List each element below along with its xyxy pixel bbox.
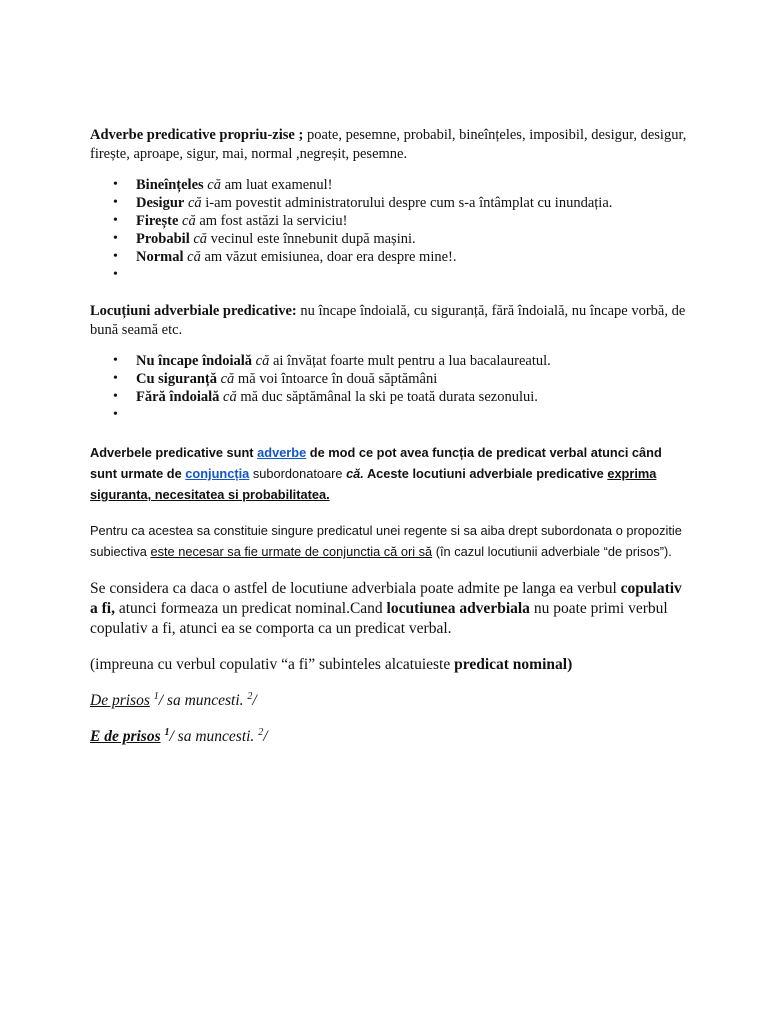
examples-list-1 <box>90 176 690 284</box>
heading-adverbe-predicative: Adverbe predicative propriu-zise ; <box>90 127 304 143</box>
paragraph-predicat-nominal: (impreuna cu verbul copulativ “a fi” subinteles alcatuieste predicat nominal) <box>90 656 573 673</box>
bullet-icon: • <box>113 231 118 246</box>
example-e-de-prisos: E de prisos $^1$/ sa muncesti. $^2$/ <box>90 726 268 745</box>
examples-list-2 <box>90 352 690 424</box>
bullet-icon: • <box>113 267 118 282</box>
list-item: • Cu siguranță că mă voi întoarce în două săptămâni <box>113 371 438 387</box>
paragraph-copulativ: Se considera ca daca o astfel de locutiune adverbiala poate admite pe langa ea verbul copulativ a fi, atunci formeaza un predicat nominal.Cand locutiunea adverbiala nu poate primi verbul copulativ a fi, atunci ea se comporta ca un predicat verbal. <box>90 580 682 637</box>
bullet-icon: • <box>113 353 118 368</box>
bullet-icon: • <box>113 177 118 192</box>
link-conjunctia[interactable]: conjuncția <box>185 466 250 481</box>
list-item-empty <box>110 266 690 284</box>
bullet-icon: • <box>113 195 118 210</box>
paragraph-definition: Adverbele predicative sunt adverbe de mod ce pot avea funcția de predicat verbal atunci când sunt urmate de conjuncția subordonatoare că. Aceste locutiuni adverbiale predicative exprima siguranta, necesitatea si probabilitatea. <box>90 445 662 502</box>
example-de-prisos: De prisos $^1$/ sa muncesti. $^2$/ <box>90 690 257 709</box>
list-item: • Fără îndoială că mă duc săptămânal la ski pe toată durata sezonului. <box>113 389 538 405</box>
list-item: • Firește că am fost astăzi la serviciu! <box>113 213 348 229</box>
list-item: • Desigur că i-am povestit administratorului despre cum s-a întâmplat cu inundația. <box>113 195 613 211</box>
list-item: • Nu încape îndoială că ai învățat foarte mult pentru a lua bacalaureatul. <box>113 353 551 369</box>
bullet-icon: • <box>113 389 118 404</box>
adverbe-list-text: poate, pesemne, probabil, bineînțeles, imposibil, desigur, desigur, firește, aproape, sigur, mai, normal ,negreșit, pesemne. <box>90 127 687 162</box>
heading-locutiuni: Locuțiuni adverbiale predicative: <box>90 303 297 319</box>
bullet-icon: • <box>113 213 118 228</box>
locutiuni-list-text: nu încape îndoială, cu siguranță, fără îndoială, nu încape vorbă, de bună seamă etc. <box>90 303 686 338</box>
list-item: • Normal că am văzut emisiunea, doar era despre mine!. <box>113 249 457 265</box>
document-body <box>90 126 690 747</box>
list-item-empty <box>110 406 690 424</box>
list-item: • Probabil că vecinul este înnebunit după mașini. <box>113 231 416 247</box>
paragraph-condition: Pentru ca acestea sa constituie singure predicatul unei regente si sa aiba drept subordonata o propozitie subiectiva este necesar sa fie urmate de conjunctia că ori să (în cazul locutiunii adverbiale “de prisos”). <box>90 523 682 559</box>
bullet-icon: • <box>113 407 118 422</box>
paragraph-adverbe-predicative <box>90 126 690 164</box>
paragraph-locutiuni <box>90 302 690 340</box>
link-adverbe[interactable]: adverbe <box>257 445 307 460</box>
bullet-icon: • <box>113 249 118 264</box>
bullet-icon: • <box>113 371 118 386</box>
list-item: • Bineînțeles că am luat examenul! <box>113 177 333 193</box>
